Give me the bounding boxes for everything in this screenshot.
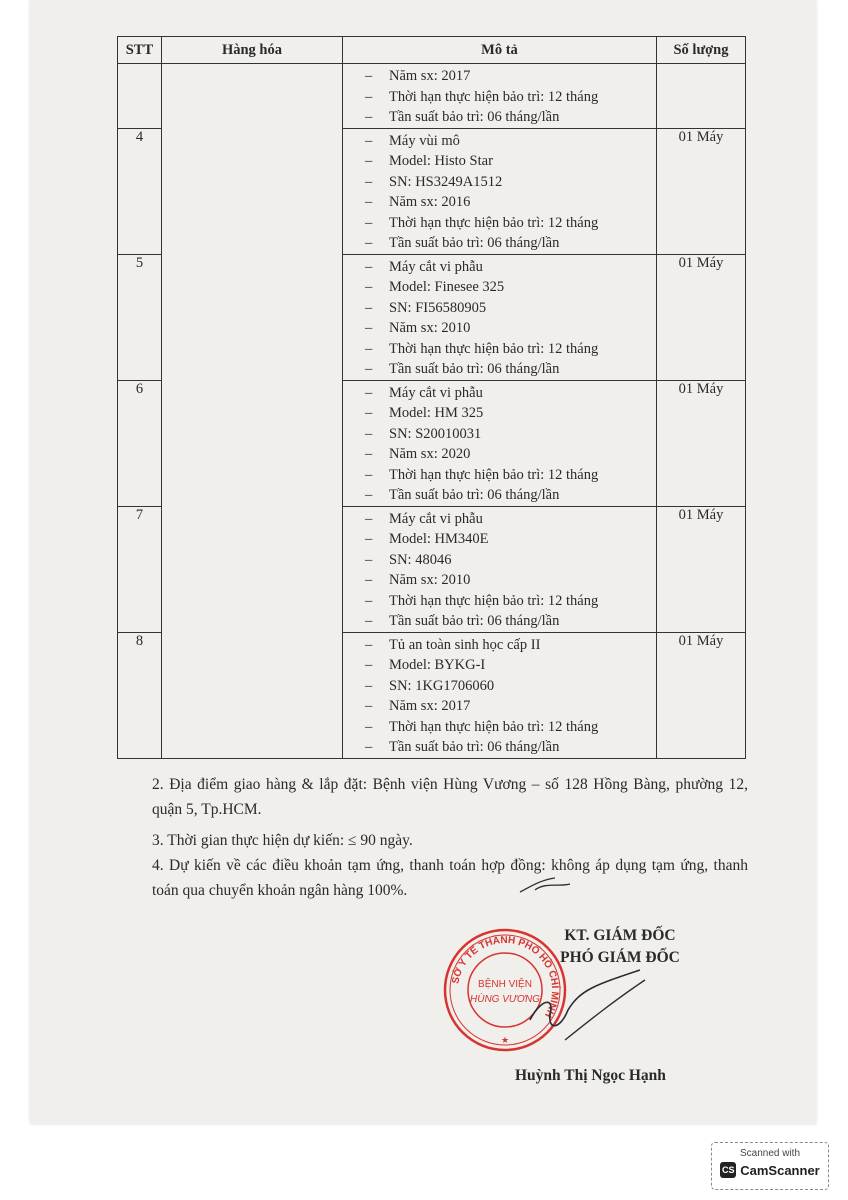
- description-line: – Năm sx: 2010: [365, 570, 656, 591]
- row-description: [343, 632, 657, 758]
- description-line: – SN: S20010031: [365, 424, 656, 445]
- note-payment-terms: 4. Dự kiến về các điều khoản tạm ứng, thanh toán hợp đồng: không áp dụng tạm ứng, thanh toán qua chuyển khoản ngân hàng 100%.: [152, 857, 748, 899]
- row-quantity: [657, 64, 746, 129]
- description-line: – Thời hạn thực hiện bảo trì: 12 tháng: [365, 339, 656, 360]
- svg-text:★: ★: [500, 1035, 510, 1045]
- row-quantity: 01 Máy: [657, 254, 746, 380]
- description-line: – Model: HM 325: [365, 403, 656, 424]
- row-stt: 7: [118, 506, 162, 632]
- row-quantity: 01 Máy: [657, 632, 746, 758]
- description-line: – Năm sx: 2017: [365, 66, 656, 87]
- description-line: – Model: BYKG-I: [365, 655, 656, 676]
- header-stt: STT: [118, 37, 162, 64]
- description-line: – Máy cắt vi phẫu: [365, 509, 656, 530]
- table-header-row: [118, 37, 746, 64]
- camscanner-watermark: [711, 1142, 829, 1190]
- description-line: – Tần suất bảo trì: 06 tháng/lần: [365, 359, 656, 380]
- row-description: [343, 128, 657, 254]
- goods-cell: [162, 64, 343, 759]
- note-duration: 3. Thời gian thực hiện dự kiến: ≤ 90 ngày.: [152, 832, 413, 849]
- notes-section: [152, 772, 748, 909]
- description-line: – Năm sx: 2017: [365, 696, 656, 717]
- description-line: – Model: Histo Star: [365, 151, 656, 172]
- description-line: – Năm sx: 2016: [365, 192, 656, 213]
- header-goods: Hàng hóa: [162, 37, 343, 64]
- description-line: – Model: Finesee 325: [365, 277, 656, 298]
- initial-mark: [515, 872, 575, 900]
- description-line: – Thời hạn thực hiện bảo trì: 12 tháng: [365, 213, 656, 234]
- row-quantity: 01 Máy: [657, 128, 746, 254]
- camscanner-brand: CamScanner: [740, 1162, 820, 1178]
- description-line: – SN: HS3249A1512: [365, 172, 656, 193]
- stamp-inner-line2: HÙNG VƯƠNG: [470, 994, 540, 1005]
- description-line: – Máy vùi mô: [365, 131, 656, 152]
- description-line: – Tần suất bảo trì: 06 tháng/lần: [365, 233, 656, 254]
- row-description: [343, 380, 657, 506]
- handwritten-signature: [520, 960, 650, 1050]
- camscanner-logo-icon: CS: [720, 1162, 736, 1178]
- description-line: – Thời hạn thực hiện bảo trì: 12 tháng: [365, 87, 656, 108]
- stamp-ring-text: SỞ Y TẾ THÀNH PHỐ HỒ CHÍ MINH: [450, 934, 561, 1020]
- description-line: – Thời hạn thực hiện bảo trì: 12 tháng: [365, 591, 656, 612]
- description-line: – Tần suất bảo trì: 06 tháng/lần: [365, 737, 656, 758]
- description-line: – SN: 48046: [365, 550, 656, 571]
- note-delivery-location: 2. Địa điểm giao hàng & lắp đặt: Bệnh viện Hùng Vương – số 128 Hồng Bàng, phường 12, quận 5, Tp.HCM.: [152, 776, 748, 818]
- row-stt: [118, 64, 162, 129]
- description-line: – Máy cắt vi phẫu: [365, 383, 656, 404]
- row-quantity: 01 Máy: [657, 380, 746, 506]
- row-stt: 6: [118, 380, 162, 506]
- description-line: – Năm sx: 2010: [365, 318, 656, 339]
- signer-name: Huỳnh Thị Ngọc Hạnh: [515, 1067, 666, 1084]
- signature-title-line1: KT. GIÁM ĐỐC: [564, 927, 676, 944]
- row-description: [343, 254, 657, 380]
- description-line: – Thời hạn thực hiện bảo trì: 12 tháng: [365, 717, 656, 738]
- row-stt: 4: [118, 128, 162, 254]
- description-line: – SN: 1KG1706060: [365, 676, 656, 697]
- row-stt: 8: [118, 632, 162, 758]
- description-line: – Tủ an toàn sinh học cấp II: [365, 635, 656, 656]
- signature-title-line2: PHÓ GIÁM ĐỐC: [560, 949, 680, 966]
- description-line: – SN: FI56580905: [365, 298, 656, 319]
- stamp-inner-line1: BỆNH VIỆN: [478, 979, 532, 990]
- description-line: – Thời hạn thực hiện bảo trì: 12 tháng: [365, 465, 656, 486]
- description-line: – Tần suất bảo trì: 06 tháng/lần: [365, 611, 656, 632]
- items-table: [117, 36, 746, 759]
- description-line: – Máy cắt vi phẫu: [365, 257, 656, 278]
- description-line: – Tần suất bảo trì: 06 tháng/lần: [365, 107, 656, 128]
- table-row: [118, 64, 746, 129]
- description-line: – Tần suất bảo trì: 06 tháng/lần: [365, 485, 656, 506]
- header-description: Mô tả: [343, 37, 657, 64]
- row-stt: 5: [118, 254, 162, 380]
- row-description: [343, 64, 657, 129]
- description-line: – Model: HM340E: [365, 529, 656, 550]
- description-line: – Năm sx: 2020: [365, 444, 656, 465]
- camscanner-tagline: Scanned with: [739, 1148, 801, 1159]
- row-quantity: 01 Máy: [657, 506, 746, 632]
- header-quantity: Số lượng: [657, 37, 746, 64]
- row-description: [343, 506, 657, 632]
